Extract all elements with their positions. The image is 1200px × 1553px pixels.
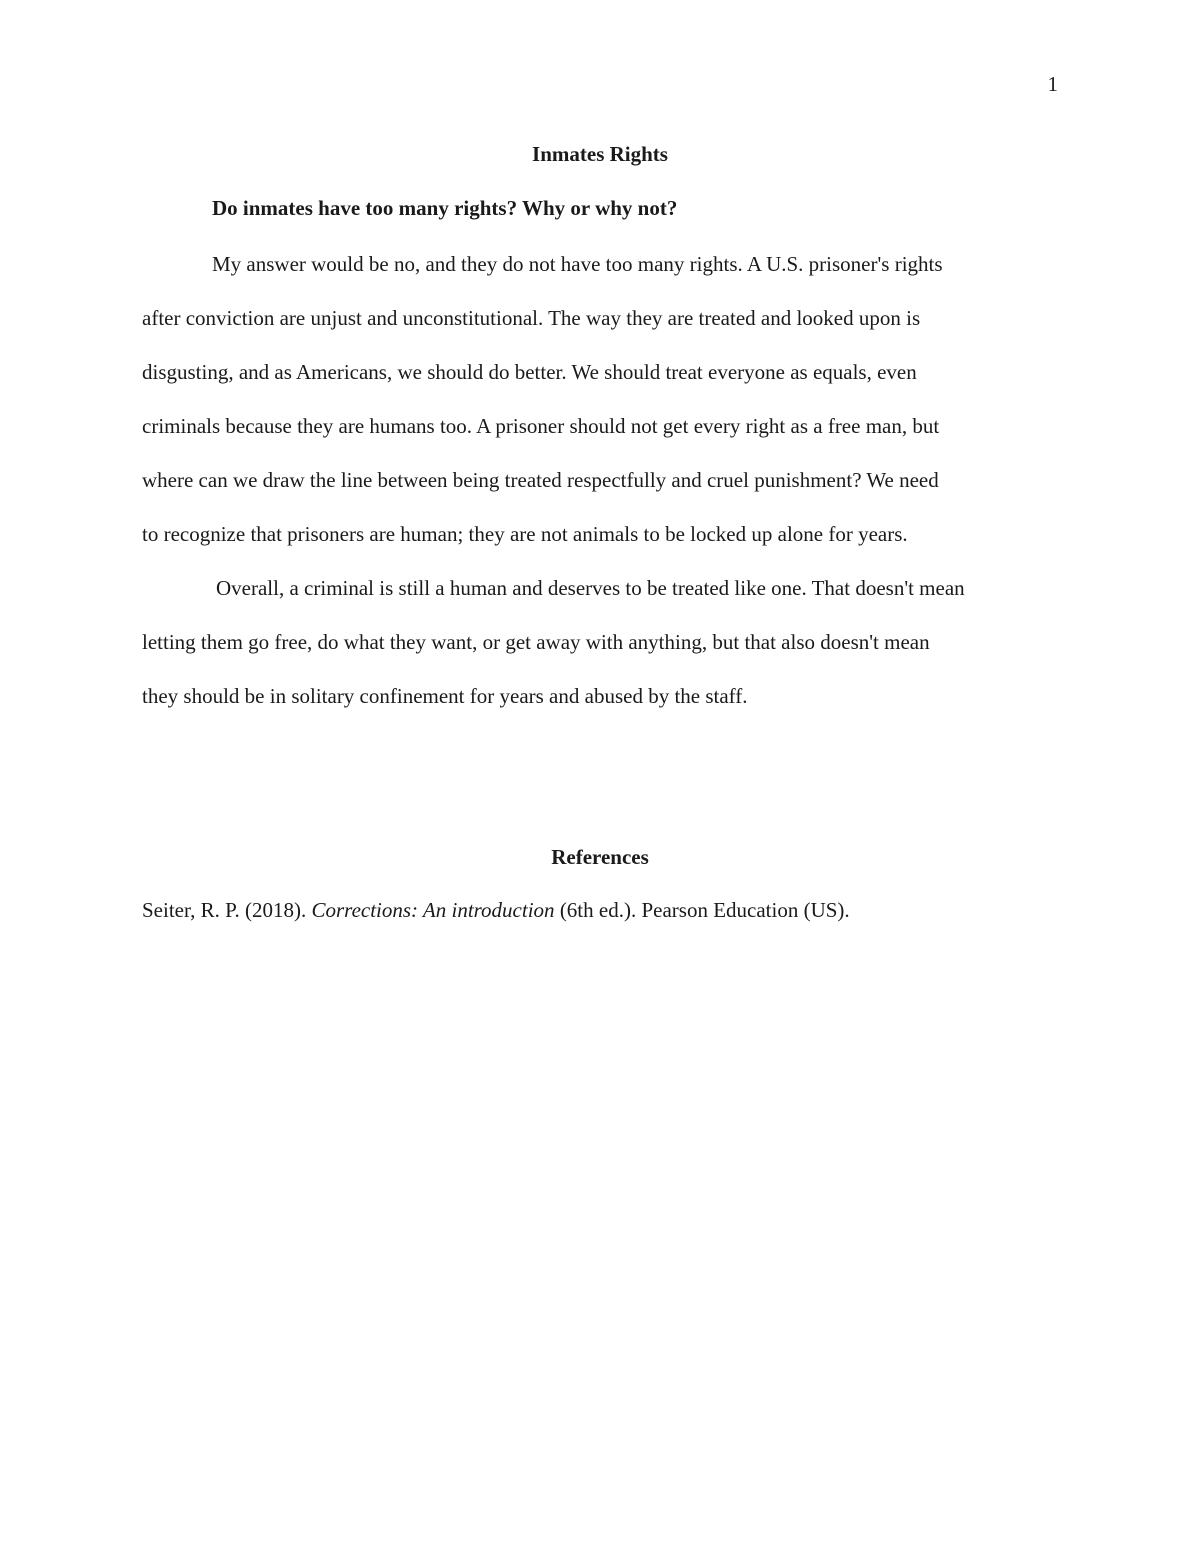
paragraph-2 (142, 561, 1072, 723)
paragraph-line: to recognize that prisoners are human; they are not animals to be locked up alone for years. (142, 522, 908, 546)
paragraph-1 (142, 237, 1072, 561)
question-heading: Do inmates have too many rights? Why or why not? (212, 196, 678, 220)
paragraph-line: they should be in solitary confinement for years and abused by the staff. (142, 684, 748, 708)
paragraph-line: after conviction are unjust and unconstitutional. The way they are treated and looked upon is (142, 306, 921, 330)
paragraph-line: My answer would be no, and they do not have too many rights. A U.S. prisoner's rights (212, 252, 943, 276)
reference-title: Corrections: An introduction (311, 898, 555, 922)
page-number: 1 (1047, 72, 1058, 96)
paragraph-line: criminals because they are humans too. A prisoner should not get every right as a free man, but (142, 414, 940, 438)
reference-authors-year: Seiter, R. P. (2018). (142, 898, 312, 922)
paragraph-line: Overall, a criminal is still a human and deserves to be treated like one. That doesn't mean (216, 576, 965, 600)
paragraph-line: disgusting, and as Americans, we should do better. We should treat everyone as equals, even (142, 360, 917, 384)
reference-entry (142, 898, 850, 923)
paragraph-line: where can we draw the line between being treated respectfully and cruel punishment? We need (142, 468, 939, 492)
document-title: Inmates Rights (532, 142, 668, 166)
reference-publication: (6th ed.). Pearson Education (US). (554, 898, 850, 922)
paragraph-line: letting them go free, do what they want, or get away with anything, but that also doesn't mean (142, 630, 930, 654)
references-heading: References (551, 845, 649, 869)
